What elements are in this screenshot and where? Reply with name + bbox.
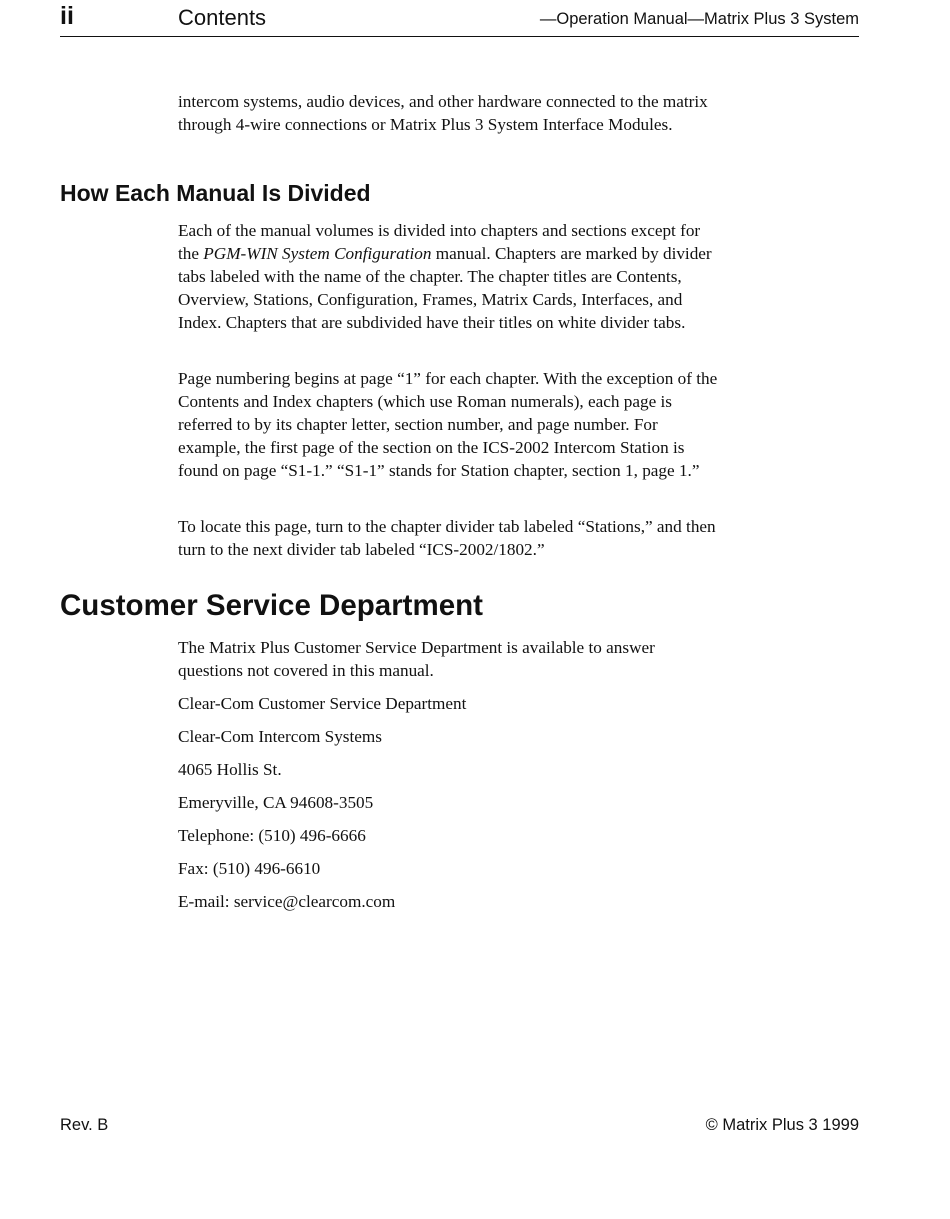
contact-email: E-mail: service@clearcom.com (178, 892, 396, 911)
chapter-title: Contents (178, 5, 267, 30)
page-number: ii (60, 2, 74, 30)
revision-label: Rev. B (60, 1116, 109, 1134)
division-p1-start: Each of the manual volumes is divided into chapters and sections except for the (178, 221, 701, 263)
copyright-notice: © Matrix Plus 3 1999 (705, 1116, 859, 1134)
contact-street: 4065 Hollis St. (178, 760, 282, 779)
division-p1-italic: PGM-WIN System Configuration (203, 244, 432, 263)
customer-service-intro: The Matrix Plus Customer Service Department is available to answer questions not covered in this manual. (178, 638, 655, 680)
intro-paragraph: intercom systems, audio devices, and other hardware connected to the matrix through 4-wire connections or Matrix Plus 3 System Interface Modules. (178, 92, 708, 134)
page-footer (60, 1114, 859, 1136)
contact-city: Emeryville, CA 94608-3505 (178, 793, 374, 812)
division-p1-end: manual. Chapters are marked by divider tabs labeled with the name of the chapter. The chapter titles are Contents, Overview, Stations, Configuration, Frames, Matrix Cards, Interfaces, and Index. Chapters that are subdivided have their titles on white divider tabs. (178, 244, 712, 332)
section-heading-division: How Each Manual Is Divided (60, 180, 371, 206)
division-paragraph-3: To locate this page, turn to the chapter divider tab labeled “Stations,” and then turn to the next divider tab labeled “ICS-2002/1802.” (178, 517, 716, 559)
manual-title: —Operation Manual—Matrix Plus 3 System (539, 10, 859, 28)
contact-department: Clear-Com Customer Service Department (178, 694, 467, 713)
contact-fax: Fax: (510) 496-6610 (178, 859, 321, 878)
contact-telephone: Telephone: (510) 496-6666 (178, 826, 366, 845)
division-paragraph-2: Page numbering begins at page “1” for each chapter. With the exception of the Contents and Index chapters (which use Roman numerals), each page is referred to by its chapter letter, section number, and page number. For example, the first page of the section on the ICS-2002 Intercom Station is found on page “S1-1.” “S1-1” stands for Station chapter, section 1, page 1.” (178, 369, 718, 480)
page-header (60, 0, 859, 37)
section-heading-customer-service: Customer Service Department (60, 589, 483, 622)
division-paragraph-1 (178, 219, 723, 334)
contact-company: Clear-Com Intercom Systems (178, 727, 382, 746)
